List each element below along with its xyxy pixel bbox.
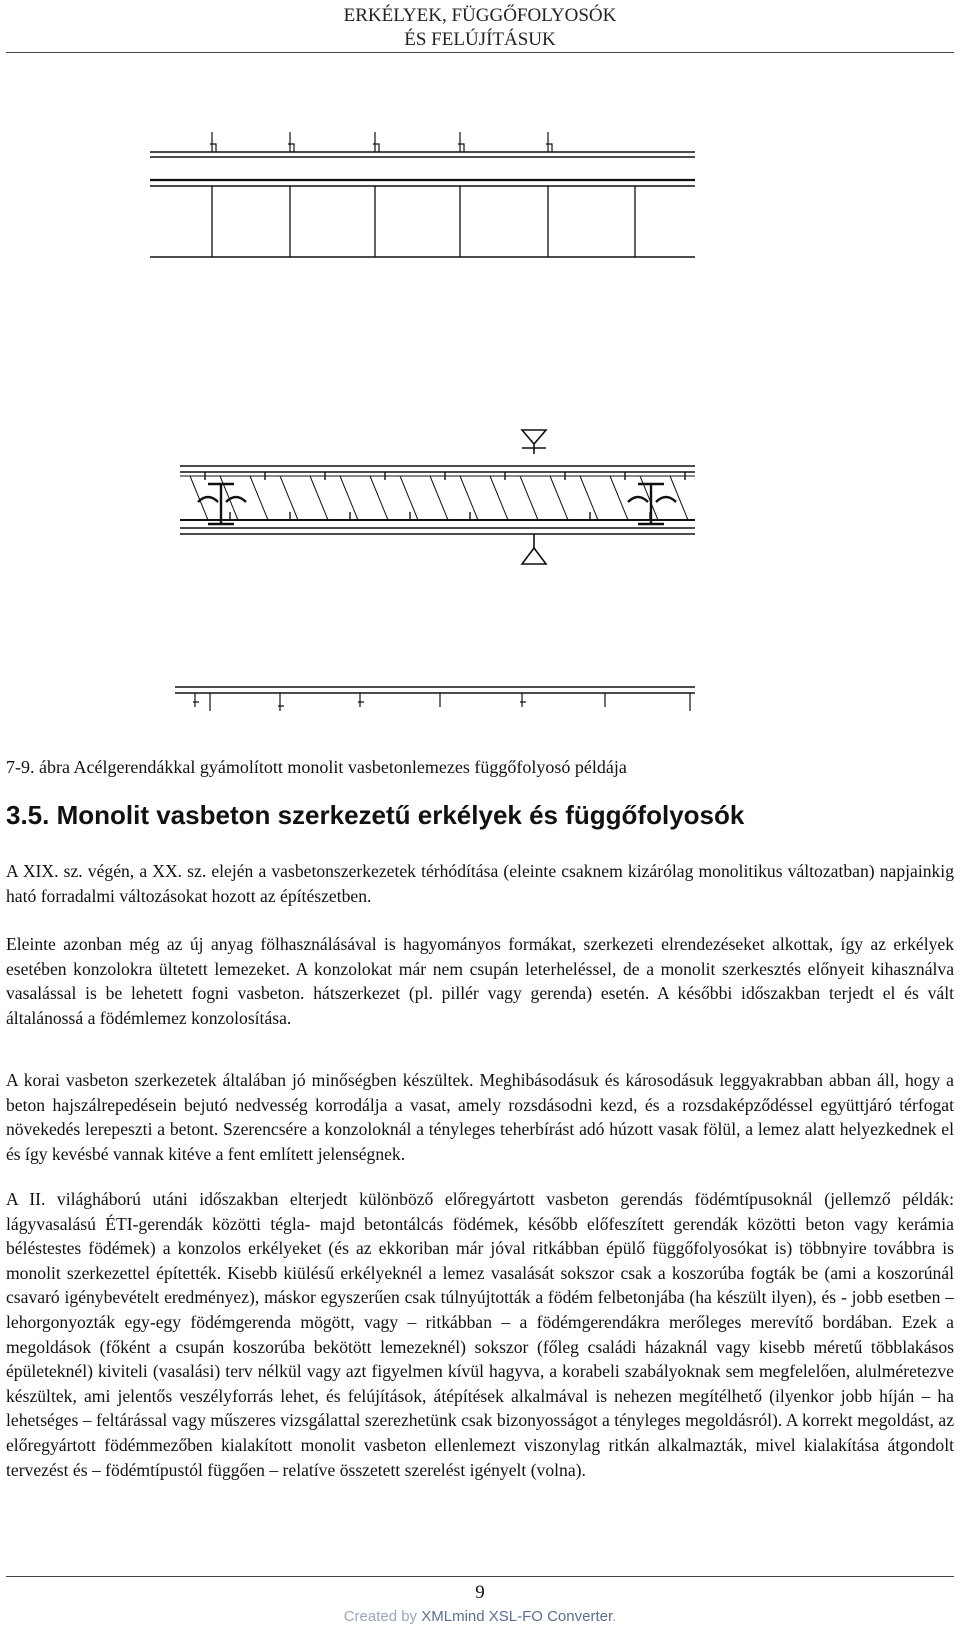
footer-divider xyxy=(6,1576,954,1577)
header-divider xyxy=(6,52,954,53)
paragraph: Eleinte azonban még az új anyag fölhasználásával is hagyományos formákat, szerkezeti elrendezéseket alkottak, így az erkélyek esetében konzolokra ültetett lemezeket. A konzolokat már nem csupán leterheléssel, de a monolit szerkesztés előnyeit kihasználva vasalással is be lehetett fogni vasbeton. hátszerkezet (pl. pillér vagy gerenda) esetén. A későbbi időszakban terjedt el és vált általánossá a födémlemez konzolosítása. xyxy=(6,934,954,1028)
header-line-2: ÉS FELÚJÍTÁSUK xyxy=(404,29,556,50)
figure-caption: 7-9. ábra Acélgerendákkal gyámolított monolit vasbetonlemezes függőfolyosó példája xyxy=(6,757,627,777)
converter-watermark xyxy=(0,1608,960,1625)
watermark-prefix: Created by xyxy=(343,1608,422,1625)
paragraph: A XIX. sz. végén, a XX. sz. elején a vasbetonszerkezetek térhódítása (eleinte csaknem kizárólag monolitikus változatban) napjainkig ható forradalmi változásokat hozott az építészetben. xyxy=(6,861,954,906)
running-header xyxy=(0,4,960,52)
watermark-brand-link[interactable]: XMLmind XSL-FO Converter xyxy=(421,1608,613,1625)
page-number: 9 xyxy=(475,1582,485,1603)
paragraph: A korai vasbeton szerkezetek általában jó minőségben készültek. Meghibásodásuk és károsodásuk leggyakrabban abban áll, hogy a beton hajszálrepedésein bejutó nedvesség korrodálja a vasat, amely rozsdásodni kezd, és a rozsdaképződéssel együttjáró térfogat növekedés lerepeszti a betont. Szerencsére a konzoloknál a tényleges teherbírást adó húzott vasak fölül, a lemez alatt helyezkednek el és így kevésbé vannak kitéve a fent említett jelenségnek. xyxy=(6,1070,954,1164)
balcony-construction-drawing xyxy=(150,82,730,742)
header-line-1: ERKÉLYEK, FÜGGŐFOLYOSÓK xyxy=(343,5,617,26)
paragraph: A II. világháború utáni időszakban elterjedt különböző előregyártott vasbeton gerendás födémtípusoknál (jellemző példák: lágyvasalású ÉTI-gerendák közötti tégla- majd betontálcás födémek, később előfeszített gerendák közötti beton vagy kerámia béléstestes födémek) a konzolos erkélyeket (és az ekkoriban már jóval ritkábban épülő függőfolyosókat is) többnyire továbbra is monolit szerkezettel építették. Kisebb kiülésű erkélyeknél a lemez vasalását sokszor csak a koszorúba fogták be (ami a koszorúnál csavaró igénybevételt eredményez), máskor egyszerűen csak túlnyújtották a födém felbetonjába (ha készült ilyen), és - jobb esetben – lehorgonyozták egy-egy födémgerenda mögött, vagy – ritkábban – a födémgerendákra merőleges merevítő bordában. Ezek a megoldások (főként a csupán koszorúba bekötött lemezeknél) sokszor (főleg családi házaknál vagy kisebb méretű többlakásos épületeknél) kiviteli (vasalási) terv nélkül vagy azt figyelmen kívül hagyva, a korabeli szabályoknak sem megfelelően, alulméretezve készültek, ami jelentős veszélyforrás lehet, és felújítások, átépítések alkalmával is nehezen megítélhető (ilyenkor jobb híján – ha lehetséges – feltárással vagy műszeres vizsgálattal szerezhetünk csak bizonyosságot a tényleges megoldásról). A korrekt megoldást, az előregyártott födémmezőben kialakított monolit vasbeton ellenlemezt viszonylag ritkán alkalmazták, mivel kialakítása átgondolt tervezést és – födémtípustól függően – relatíve összetett szerelést igényelt (volna). xyxy=(6,1189,954,1480)
watermark-suffix: . xyxy=(612,1608,617,1625)
section-heading: 3.5. Monolit vasbeton szerkezetű erkélyek és függőfolyosók xyxy=(6,800,745,830)
